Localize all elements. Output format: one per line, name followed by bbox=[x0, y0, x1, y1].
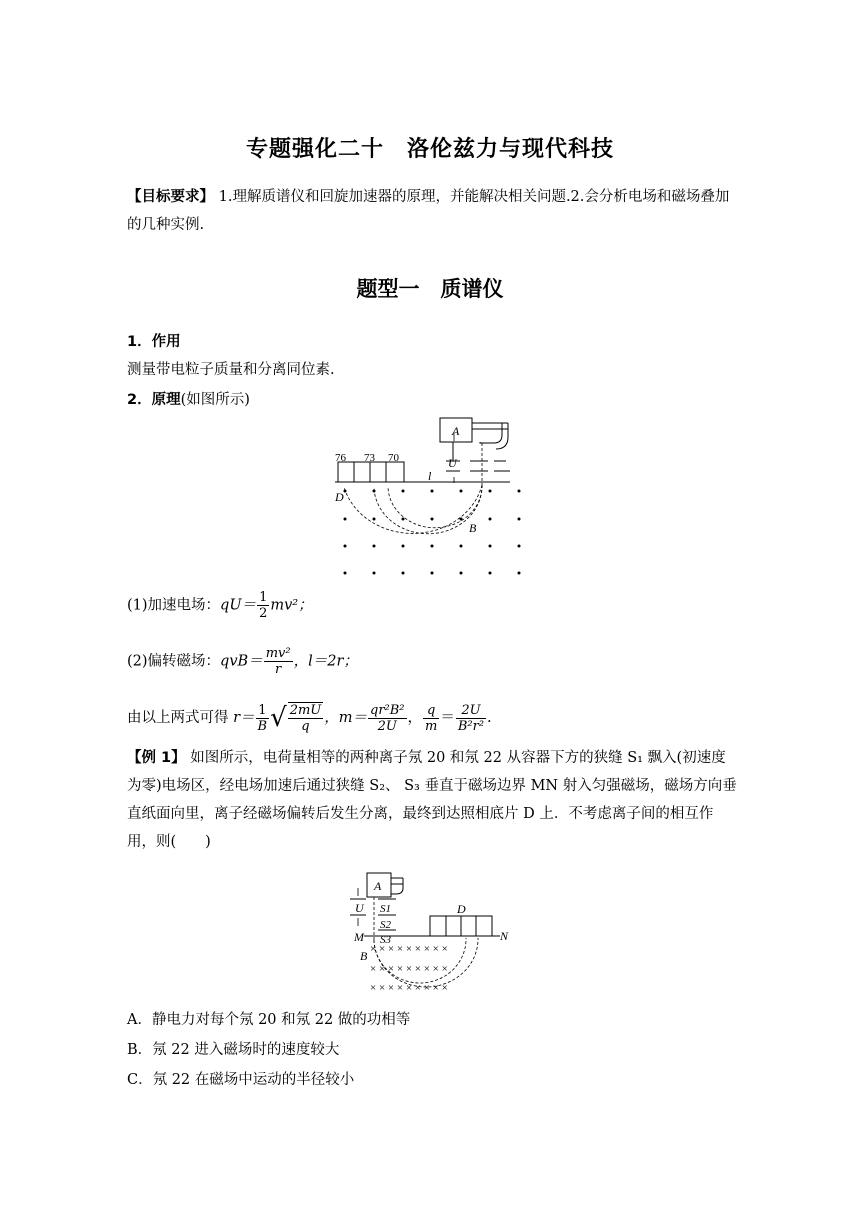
eq2-fraction bbox=[264, 646, 293, 677]
goal-text: 1.理解质谱仪和回旋加速器的原理，并能解决相关问题.2.会分析电场和磁场叠加的几种实例. bbox=[127, 189, 730, 233]
eq2-num: mv² bbox=[265, 646, 291, 661]
eq3-m-num: qr²B² bbox=[370, 702, 405, 718]
fig1-label-76: 76 bbox=[335, 452, 346, 464]
svg-text:× × × × × × × × ×: × × × × × × × × × bbox=[370, 982, 448, 994]
eq1-den: 2 bbox=[259, 606, 268, 621]
item1-heading: 1．作用 bbox=[127, 334, 181, 350]
eq3-r-den: B bbox=[257, 718, 268, 734]
eq3-q-eq: ＝ bbox=[440, 710, 455, 726]
eq3-prefix: 由以上两式可得 bbox=[127, 710, 234, 726]
item1-text: 测量带电粒子质量和分离同位素. bbox=[127, 362, 335, 378]
fig2-label-S1: S1 bbox=[380, 903, 391, 915]
fig2-label-B: B bbox=[360, 949, 368, 963]
option-c: C．氖 22 在磁场中运动的半径较小 bbox=[127, 1072, 355, 1088]
goal-tag: 【目标要求】 bbox=[127, 189, 214, 205]
eq3-q-num: q bbox=[423, 703, 439, 719]
fig1-label-D: D bbox=[335, 490, 344, 504]
eq3-q2-num: 2U bbox=[456, 703, 486, 719]
eq3-m-den: 2U bbox=[377, 718, 397, 734]
eq2-lhs: qvB＝ bbox=[220, 653, 263, 670]
equation-accelerating-field bbox=[127, 590, 313, 621]
neon-separation-figure bbox=[350, 870, 520, 998]
item2-suffix: (如图所示) bbox=[180, 392, 250, 408]
page-title: 专题强化二十 洛伦兹力与现代科技 bbox=[245, 137, 614, 162]
fig1-label-U: U bbox=[448, 456, 457, 470]
fig2-label-S3: S3 bbox=[380, 934, 391, 946]
example-1-paragraph bbox=[127, 744, 737, 856]
eq3-m-lhs: ，m＝ bbox=[324, 710, 367, 726]
eq1-prefix: (1)加速电场： bbox=[127, 597, 221, 614]
fig2-label-A: A bbox=[374, 879, 382, 893]
eq3-sqrt: √ $\frac{2mU}{q}$ bbox=[270, 703, 322, 734]
eq2-den: r bbox=[275, 662, 282, 677]
eq3-q2-fraction bbox=[456, 703, 486, 734]
eq2-prefix: (2)偏转磁场： bbox=[127, 653, 221, 670]
eq1-lhs: qU＝ bbox=[220, 597, 257, 614]
eq3-sqrt-num: 2mU bbox=[289, 703, 322, 718]
eq3-q2-den: B²r² bbox=[457, 718, 485, 734]
option-b: B．氖 22 进入磁场时的速度较大 bbox=[127, 1042, 340, 1058]
fig1-label-A: A bbox=[452, 424, 460, 438]
item2-heading-line bbox=[127, 388, 250, 409]
example-tag: 【例 1】 bbox=[127, 750, 186, 766]
fig2-label-S2: S2 bbox=[380, 919, 391, 931]
equation-results bbox=[127, 702, 492, 734]
item2-heading: 2．原理 bbox=[127, 392, 181, 408]
eq3-end: . bbox=[487, 710, 492, 726]
eq3-r-fraction bbox=[256, 703, 270, 734]
fig2-label-N: N bbox=[500, 929, 509, 943]
fig2-label-D: D bbox=[457, 902, 466, 916]
example-text: 如图所示，电荷量相等的两种离子氖 20 和氖 22 从容器下方的狭缝 S₁ 飘入(初速度为零)电场区，经电场加速后通过狭缝 S₂、 S₃ 垂直于磁场边界 MN 射入匀强磁场，磁场方向垂直纸面向里，离子经磁场偏转后发生分离，最终到达照相底片 D 上．不考虑离子间的相互作用，则( ) bbox=[127, 750, 737, 850]
eq3-q-den: m bbox=[425, 718, 438, 734]
eq3-r-lhs: r＝ bbox=[233, 710, 255, 726]
svg-text:× × × × × × × × ×: × × × × × × × × × bbox=[370, 943, 448, 955]
fig2-label-U: U bbox=[355, 901, 364, 915]
goal-paragraph bbox=[127, 183, 737, 239]
eq1-num: 1 bbox=[259, 590, 268, 605]
fig1-label-B: B bbox=[469, 521, 477, 535]
fig1-label-l: l bbox=[428, 469, 432, 483]
equation-deflecting-field bbox=[127, 646, 358, 677]
eq3-q-fraction bbox=[423, 703, 439, 734]
option-a: A．静电力对每个氖 20 和氖 22 做的功相等 bbox=[127, 1012, 411, 1028]
eq1-rhs: mv²； bbox=[270, 597, 313, 614]
fig2-label-M: M bbox=[354, 930, 364, 944]
mass-spectrometer-figure bbox=[330, 415, 530, 585]
eq3-sqrt-den: q bbox=[301, 719, 310, 734]
eq3-m-fraction bbox=[368, 703, 407, 734]
fig1-label-73: 73 bbox=[364, 452, 375, 464]
eq3-r-num: 1 bbox=[256, 703, 270, 719]
eq3-q-lhs: ， bbox=[407, 710, 423, 726]
section-title: 题型一 质谱仪 bbox=[356, 277, 504, 301]
fig1-label-70: 70 bbox=[388, 452, 399, 464]
eq1-fraction bbox=[257, 590, 269, 621]
svg-text:× × × × × × × × ×: × × × × × × × × × bbox=[370, 963, 448, 975]
eq2-rhs: ，l＝2r； bbox=[293, 653, 358, 670]
